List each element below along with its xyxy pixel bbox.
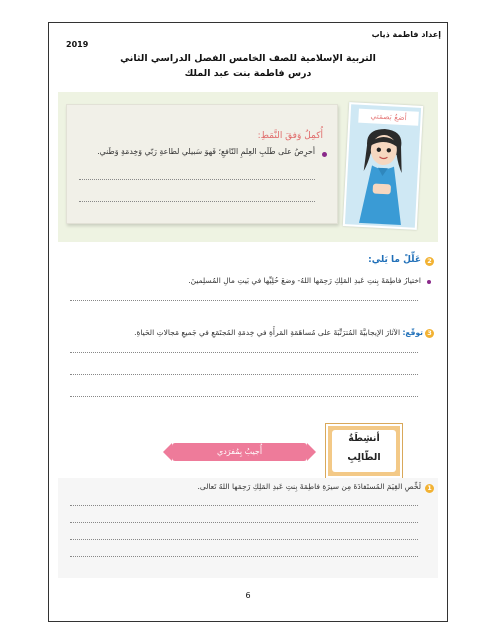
paper-note	[66, 104, 338, 224]
complete-pattern-label: أُكمِلُ وَفقَ النَّمَطِ:	[257, 131, 323, 141]
answer-line[interactable]	[79, 179, 315, 180]
expect-question	[134, 328, 423, 337]
answer-individually-pill: أُجيبُ بِمُفرَدي	[172, 443, 307, 461]
girl-illustration-icon	[345, 122, 420, 230]
answer-line[interactable]	[70, 396, 418, 397]
activities-title-line1: أنشِطَةُ	[348, 433, 380, 444]
prepared-by: إعداد فاطمة ذياب	[371, 30, 441, 39]
summary-panel	[58, 478, 438, 578]
explain-item: اختيارُ فاطِمَةَ بِنتِ عَبدِ المَلِكِ رَحِمَها اللهُ- وضعَ حُلِيِّها في بَيتِ مالِ المُسلِمينَ.	[188, 276, 421, 285]
question-number-badge: 1	[425, 484, 434, 493]
expect-label: توقّع:	[402, 328, 423, 337]
question-number-badge: 2	[425, 257, 434, 266]
summary-question: لَخِّصِ القِيَمَ المُستَفادَةَ مِن سيرَةِ فاطِمَةَ بِنتِ عَبدِ المَلِكِ رَحِمَها اللهُ تَعالى.	[197, 482, 421, 491]
student-activities-box	[326, 424, 402, 478]
activities-title-line2: الطّالِبِ	[347, 452, 381, 463]
character-banner: أضعُ بَصمَتي	[358, 109, 419, 126]
answer-line[interactable]	[70, 374, 418, 375]
expect-text: الآثارَ الإيجابيَّةَ المُترَتِّبَةَ على مُساهَمَةِ المَرأَةِ في خِدمَةِ المُجتَمَعِ في جَميعِ مَجالاتِ الحَياةِ.	[134, 328, 401, 337]
answer-line[interactable]	[79, 201, 315, 202]
answer-line[interactable]	[70, 300, 418, 301]
answer-line[interactable]	[70, 556, 418, 557]
student-activities-label	[332, 430, 396, 472]
bullet-icon	[427, 280, 431, 284]
page-number: 6	[245, 591, 251, 600]
question-number-badge: 3	[425, 329, 434, 338]
lesson-title: درس فاطمة بنت عبد الملك	[184, 68, 312, 79]
answer-line[interactable]	[70, 539, 418, 540]
explain-heading: عَلِّلْ ما يَلي:	[368, 255, 421, 265]
year: 2019	[66, 40, 89, 49]
answer-line[interactable]	[70, 522, 418, 523]
bullet-icon	[322, 152, 327, 157]
character-card	[343, 102, 423, 230]
pattern-sentence: أحرِصُ على طَلَبِ العِلمِ النّافعِ؛ فَهوَ سَبيلي لطاعةِ رَبّي وَخِدمَةِ وَطَني.	[97, 147, 315, 156]
answer-line[interactable]	[70, 505, 418, 506]
page-title: التربية الإسلامية للصف الخامس الفصل الدراسي الثاني	[120, 53, 376, 64]
answer-line[interactable]	[70, 352, 418, 353]
